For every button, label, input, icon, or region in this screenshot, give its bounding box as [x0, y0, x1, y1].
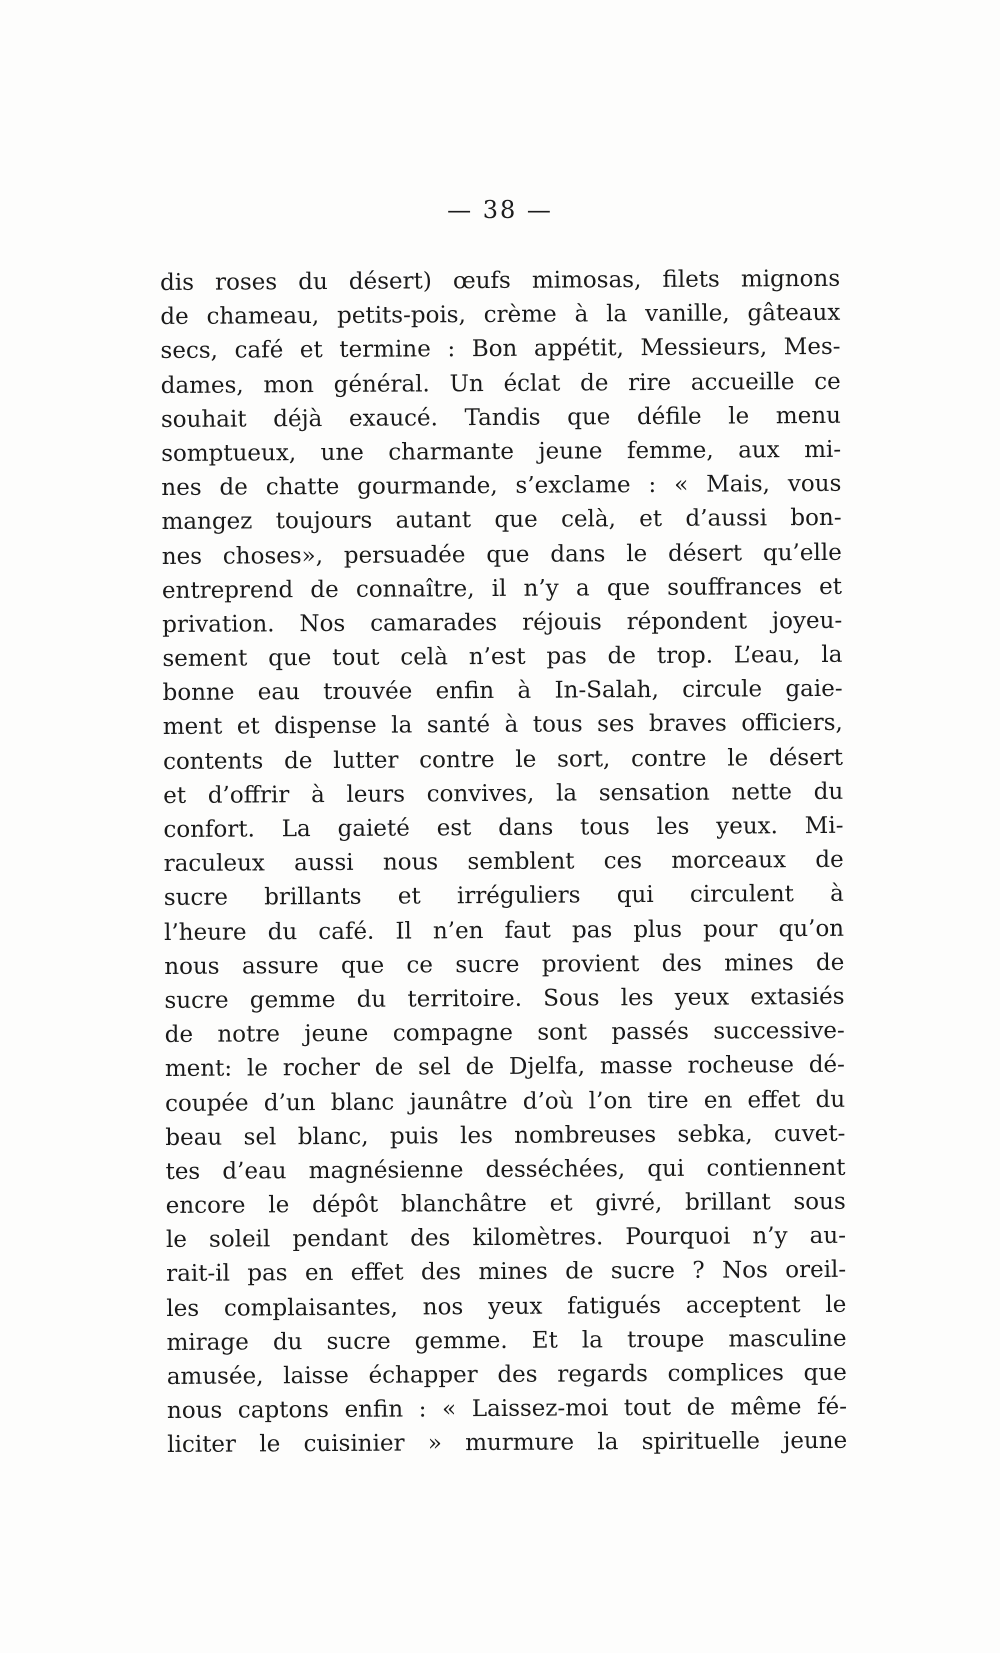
text-line: nes de chatte gourmande, s’exclame : « Mais, vous [161, 470, 842, 502]
text-line: souhait déjà exaucé. Tandis que défile le menu [160, 402, 842, 433]
text-line: mangez toujours autant que celà, et d’aussi bon- [161, 505, 842, 536]
text-line: nous assure que ce sucre provient des mines de [164, 949, 845, 980]
text-line: le soleil pendant des kilomètres. Pourquoi n’y au- [165, 1223, 847, 1254]
text-line: sement que tout celà n’est pas de trop. L’eau, la [162, 641, 843, 673]
text-line: bonne eau trouvée enfin à In-Salah, circule gaie- [162, 676, 843, 707]
text-line: ment et dispense la santé à tous ses braves officiers, [162, 710, 843, 741]
text-line: somptueux, une charmante jeune femme, aux mi- [161, 436, 842, 467]
text-line: mirage du sucre gemme. Et la troupe masculine [166, 1325, 847, 1356]
text-line: confort. La gaieté est dans tous les yeux. Mi- [163, 812, 844, 843]
text-line: privation. Nos camarades réjouis répondent joyeu- [162, 607, 843, 638]
text-line: dames, mon général. Un éclat de rire accueille ce [160, 368, 841, 399]
text-line: entreprend de connaître, il n’y a que souffrances et [161, 573, 843, 604]
text-line: nous captons enfin : « Laissez-moi tout de même fé- [166, 1394, 848, 1425]
text-line: beau sel blanc, puis les nombreuses sebka, cuvet- [165, 1120, 846, 1151]
text-line: liciter le cuisinier » murmure la spirituelle jeune [167, 1428, 848, 1459]
text-line: raculeux aussi nous semblent ces morceaux de [163, 847, 844, 878]
text-line: amusée, laisse échapper des regards complices que [166, 1359, 847, 1390]
body-text [160, 262, 847, 1463]
text-line: les complaisantes, nos yeux fatigués acceptent le [166, 1291, 847, 1322]
text-line: tes d’eau magnésienne desséchées, qui contiennent [165, 1154, 846, 1185]
text-line: rait-il pas en effet des mines de sucre ? Nos oreil- [166, 1257, 847, 1288]
text-line: coupée d’un blanc jaunâtre d’où l’on tire en effet du [165, 1086, 846, 1117]
text-line: secs, café et termine : Bon appétit, Messieurs, Mes- [160, 334, 841, 365]
page-number: — 38 — [447, 196, 553, 224]
text-line: dis roses du désert) œufs mimosas, filets mignons [160, 265, 841, 296]
text-line: contents de lutter contre le sort, contre le désert [162, 744, 844, 775]
text-line: et d’offrir à leurs convives, la sensation nette du [163, 778, 844, 809]
text-line: nes choses», persuadée que dans le désert qu’elle [161, 539, 842, 570]
text-line: l’heure du café. Il n’en faut pas plus pour qu’on [163, 915, 845, 946]
text-line: sucre brillants et irréguliers qui circulent à [163, 881, 844, 912]
text-line: encore le dépôt blanchâtre et givré, brillant sous [165, 1188, 846, 1220]
text-line: ment: le rocher de sel de Djelfa, masse rocheuse dé- [164, 1052, 845, 1083]
text-line: de chameau, petits-pois, crème à la vanille, gâteaux [160, 300, 841, 331]
text-line: sucre gemme du territoire. Sous les yeux extasiés [164, 983, 845, 1014]
text-line: de notre jeune compagne sont passés successive- [164, 1017, 845, 1049]
